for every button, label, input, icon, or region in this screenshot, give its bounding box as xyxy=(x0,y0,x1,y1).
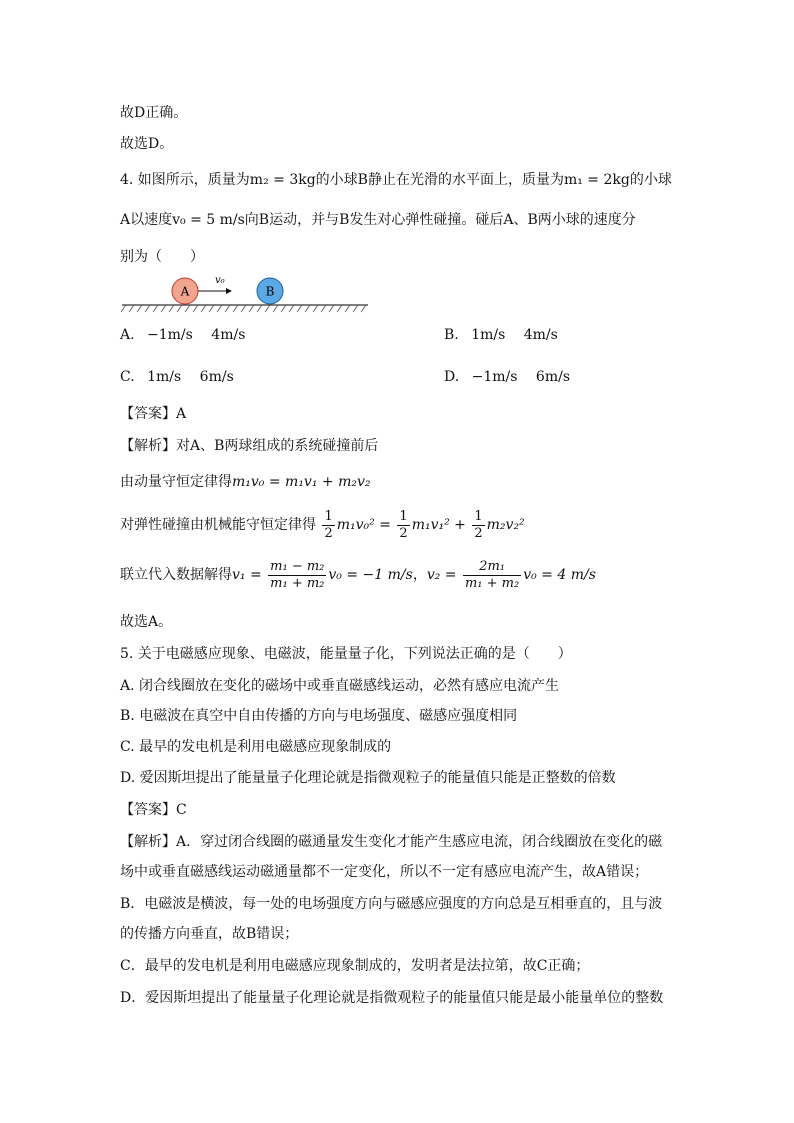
v1-rhs: v₀ = −1 m/s xyxy=(328,567,413,583)
half-fraction xyxy=(472,509,484,542)
option-d-v1: −1m/s xyxy=(471,369,518,385)
numerator: 1 xyxy=(474,508,483,524)
select-4: 故选A。 xyxy=(120,614,173,630)
momentum-text: 由动量守恒定律得 xyxy=(120,474,232,490)
question-4-line-2: A以速度v₀ = 5 m/s向B运动，并与B发生对心弹性碰撞。碰后A、B两小球的速度分 xyxy=(120,212,636,228)
explanation-5-b-line-2: 的传播方向垂直，故B错误； xyxy=(120,926,299,942)
ke-b: m₂v₂² xyxy=(486,517,525,533)
text-line: 故D正确。 xyxy=(120,105,188,121)
ke-a: m₁v₁² xyxy=(411,517,450,533)
question-5: 5. 关于电磁感应现象、电磁波，能量量子化，下列说法正确的是（ ） xyxy=(120,646,572,662)
option-b-v2: 4m/s xyxy=(523,327,558,343)
numerator: 2m₁ xyxy=(463,559,521,576)
option-d xyxy=(444,367,570,387)
explanation-5-a-line-2: 场中或垂直磁感线运动磁通量都不一定变化，所以不一定有感应电流产生，故A错误； xyxy=(120,864,649,880)
option-a-v2: 4m/s xyxy=(211,327,246,343)
option-a-letter: A. xyxy=(120,327,135,343)
explanation-4: 【解析】对A、B两球组成的系统碰撞前后 xyxy=(120,438,379,454)
answer-5: 【答案】C xyxy=(120,802,187,818)
option-d-letter: D. xyxy=(444,369,460,385)
momentum-equation xyxy=(120,472,371,492)
option-b xyxy=(444,325,558,345)
half-fraction xyxy=(397,509,409,542)
v1-lhs: v₁ = xyxy=(232,567,262,583)
half-fraction xyxy=(322,509,334,542)
option-d-v2: 6m/s xyxy=(535,369,571,385)
option-c-letter: C. xyxy=(120,369,135,385)
denominator: 2 xyxy=(399,525,408,541)
collision-figure xyxy=(120,270,370,320)
ball-b-label: B xyxy=(265,284,275,299)
numerator: 1 xyxy=(399,508,408,524)
v1-fraction xyxy=(268,559,326,592)
solution-equation xyxy=(120,556,596,594)
question-5-option-d: D. 爱因斯坦提出了能量量子化理论就是指微观粒子的能量值只能是正整数的倍数 xyxy=(120,770,616,786)
velocity-arrow-head xyxy=(226,288,232,294)
denominator: m₁ + m₂ xyxy=(270,575,325,591)
energy-equation xyxy=(120,508,525,542)
question-4-line-3: 别为（ ） xyxy=(120,249,204,265)
momentum-formula: m₁v₀ = m₁v₁ + m₂v₂ xyxy=(232,474,371,490)
option-a-v1: −1m/s xyxy=(147,327,193,343)
ball-a-label: A xyxy=(180,284,190,299)
question-5-option-a: A. 闭合线圈放在变化的磁场中或垂直磁感线运动，必然有感应电流产生 xyxy=(120,678,560,694)
explanation-5-b-line-1: B．电磁波是横波，每一处的电场强度方向与磁感应强度的方向总是互相垂直的，且与波 xyxy=(120,896,663,912)
ke-initial: m₁v₀² xyxy=(336,517,375,533)
option-c xyxy=(120,367,234,387)
v2-lhs: v₂ = xyxy=(426,567,457,583)
velocity-label: v₀ xyxy=(215,275,225,286)
option-c-v2: 6m/s xyxy=(199,369,234,385)
equals: = xyxy=(379,517,391,533)
denominator: m₁ + m₂ xyxy=(464,575,520,591)
question-4-line-1: 4. 如图所示，质量为m₂ = 3kg的小球B静止在光滑的水平面上，质量为m₁ = 2kg的小球 xyxy=(120,172,672,188)
answer-4: 【答案】A xyxy=(120,406,187,422)
option-b-v1: 1m/s xyxy=(471,327,506,343)
option-c-v1: 1m/s xyxy=(147,369,182,385)
energy-text: 对弹性碰撞由机械能守恒定律得 xyxy=(120,517,316,533)
v2-rhs: v₀ = 4 m/s xyxy=(523,567,596,583)
numerator: m₁ − m₂ xyxy=(270,558,325,574)
option-a xyxy=(120,325,245,345)
explanation-5-c: C．最早的发电机是利用电磁感应现象制成的，发明者是法拉第，故C正确； xyxy=(120,958,590,974)
question-5-option-b: B. 电磁波在真空中自由传播的方向与电场强度、磁感应强度相同 xyxy=(120,708,518,724)
denominator: 2 xyxy=(474,525,483,541)
option-b-letter: B. xyxy=(444,327,459,343)
v2-fraction xyxy=(463,559,521,592)
plus: + xyxy=(454,517,466,533)
numerator: 1 xyxy=(324,508,333,524)
solve-text: 联立代入数据解得 xyxy=(120,567,232,583)
denominator: 2 xyxy=(324,525,333,541)
explanation-5-a-line-1: 【解析】A．穿过闭合线圈的磁通量发生变化才能产生感应电流，闭合线圈放在变化的磁 xyxy=(120,834,663,850)
text-line: 故选D。 xyxy=(120,136,174,152)
explanation-5-d: D．爱因斯坦提出了能量量子化理论就是指微观粒子的能量值只能是最小能量单位的整数 xyxy=(120,990,664,1006)
separator: ， xyxy=(412,567,427,583)
question-5-option-c: C. 最早的发电机是利用电磁感应现象制成的 xyxy=(120,739,392,755)
